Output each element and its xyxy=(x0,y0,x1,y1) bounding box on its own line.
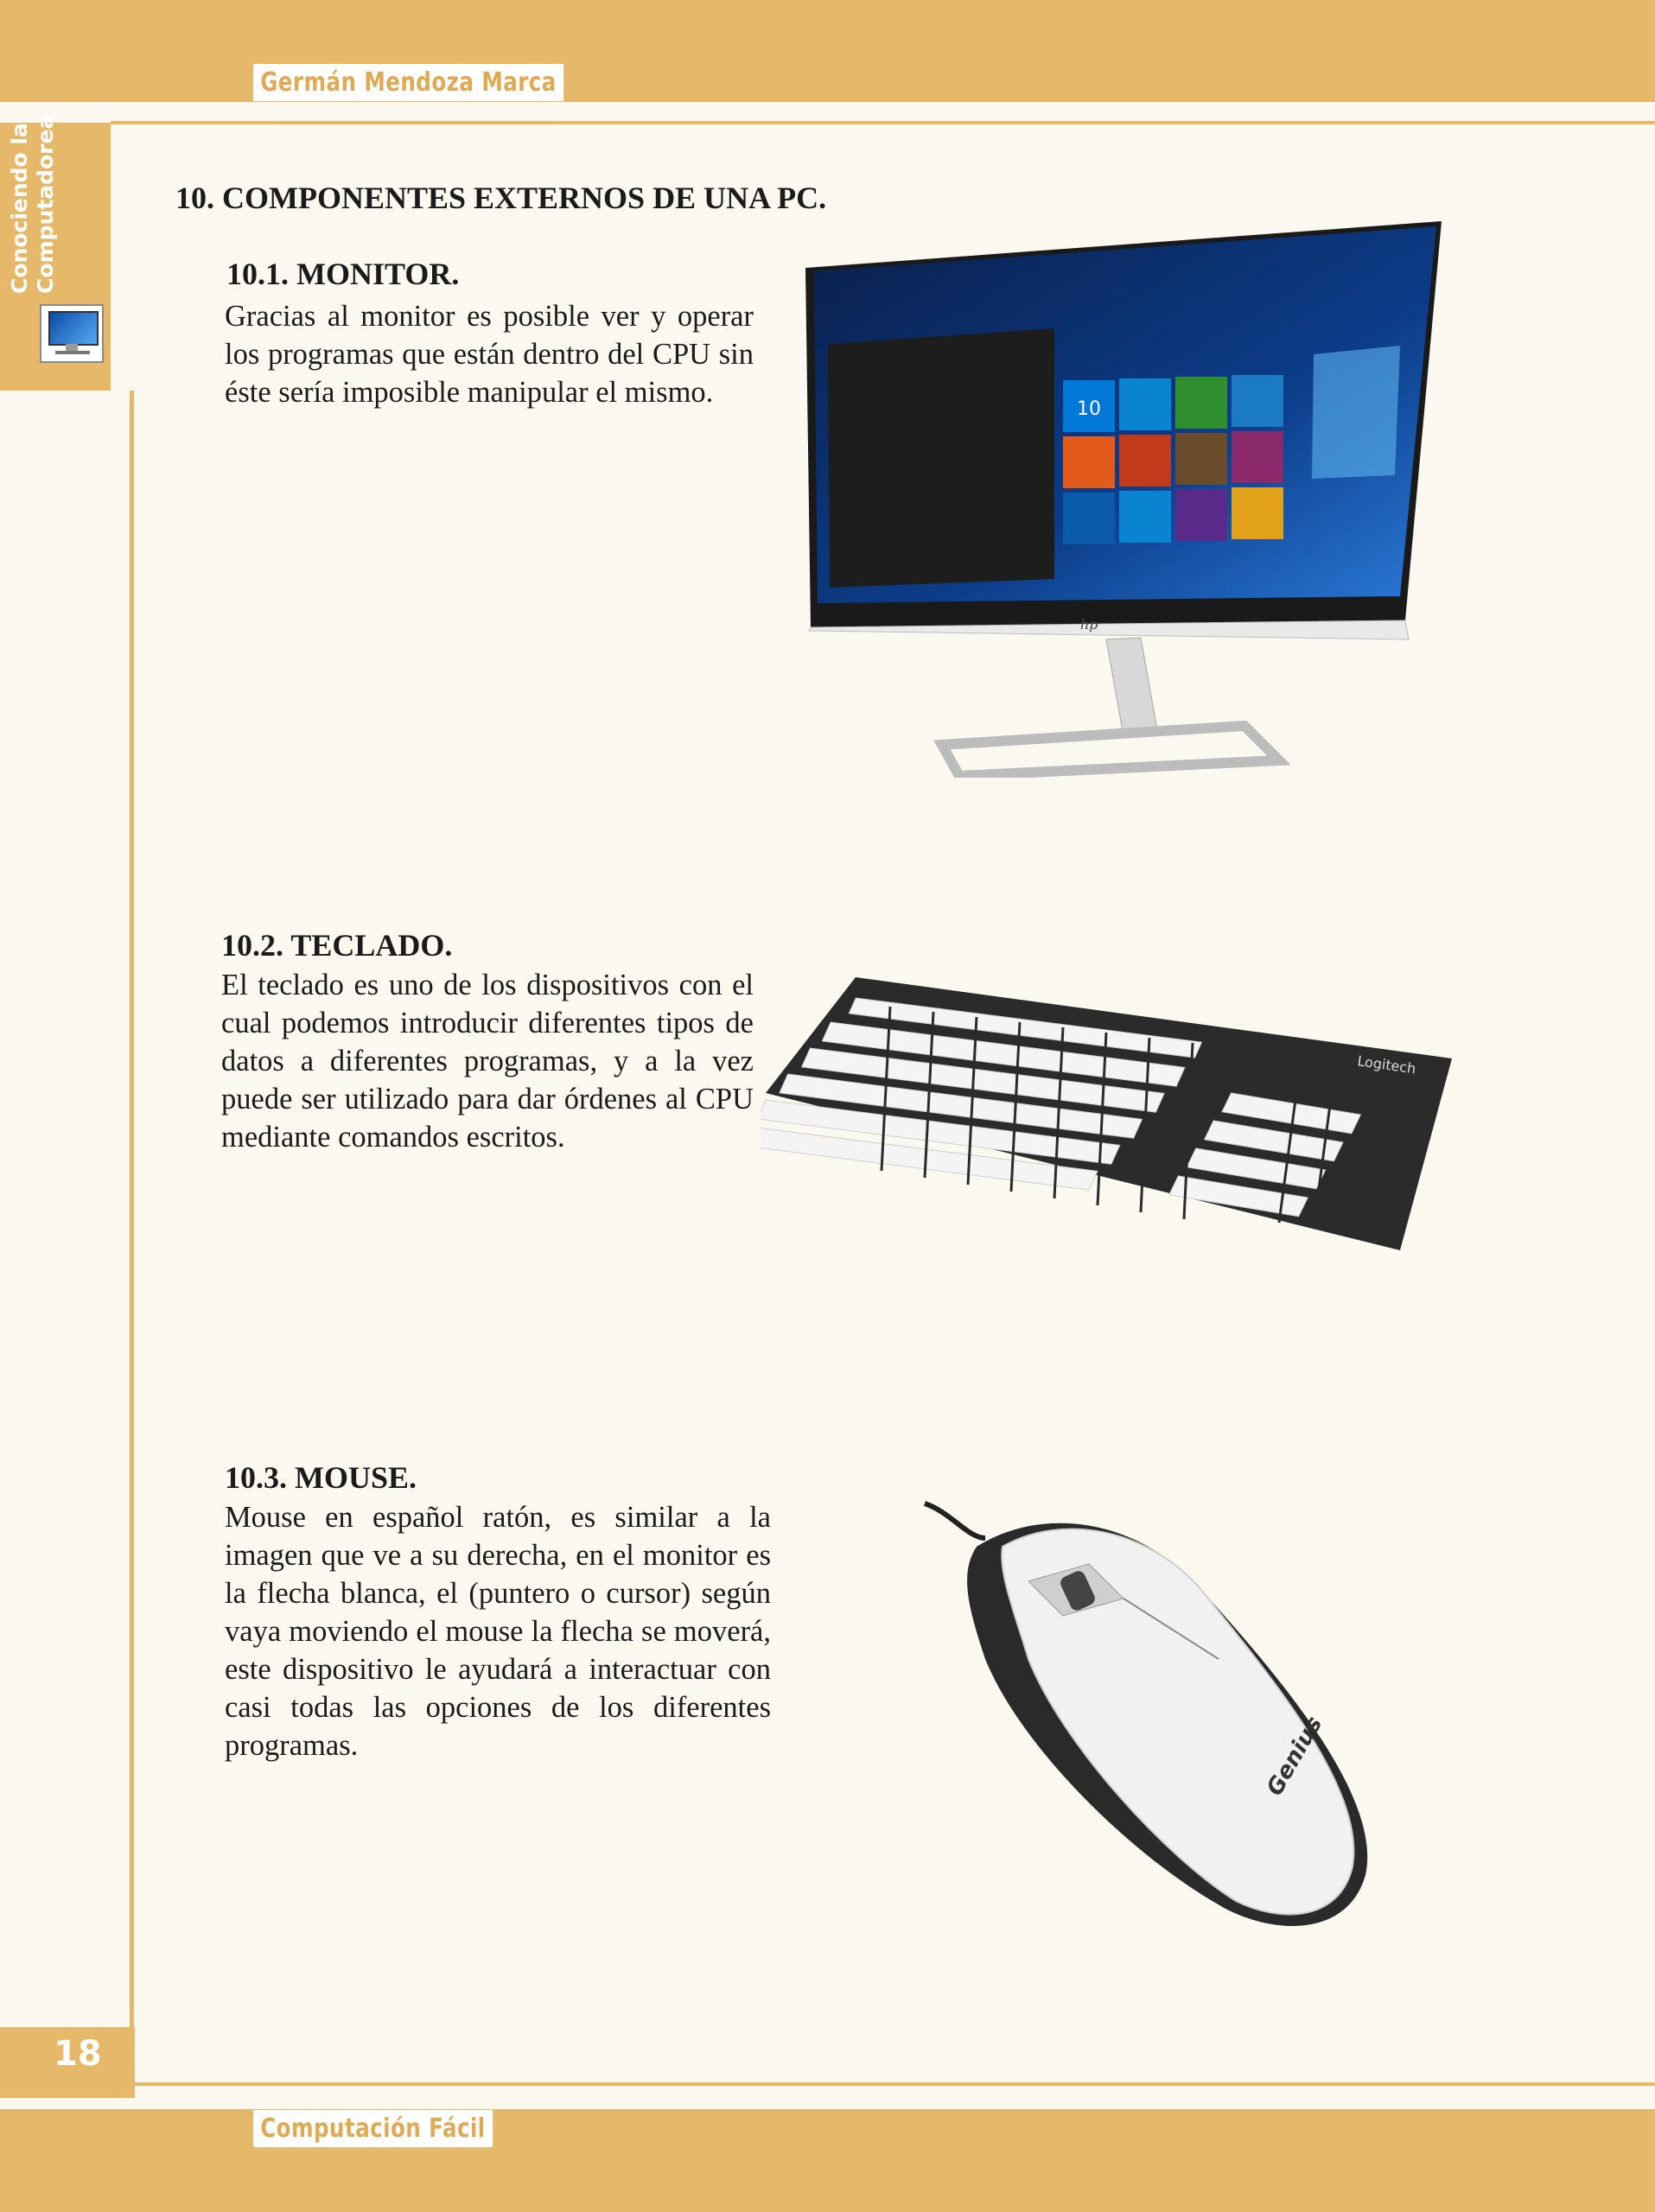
bottom-rule xyxy=(130,2082,1655,2086)
section-text-mouse: Mouse en español ratón, es similar a la imagen que ve a su derecha, en el monitor es la flecha blanca, el (puntero o cursor) según vaya moviendo el mouse la flecha se moverá, este dispositivo le ayudará a interactuar con casi todas las opciones de los diferentes programas. xyxy=(225,1501,771,1762)
section-heading-mouse: 10.3. MOUSE. xyxy=(225,1460,417,1495)
section-heading-monitor: 10.1. MONITOR. xyxy=(226,257,460,291)
section-heading-keyboard: 10.2. TECLADO. xyxy=(221,928,453,963)
left-rule xyxy=(130,391,134,2084)
author-name: Germán Mendoza Marca xyxy=(253,64,563,101)
side-tab-text xyxy=(7,114,59,294)
mouse-brand: Genius xyxy=(1262,1712,1328,1801)
computer-icon xyxy=(40,304,104,363)
side-tab-line-2: Computadorea xyxy=(33,114,58,294)
section-text-keyboard: El teclado es uno de los dispositivos con el cual podemos introducir diferentes tipos de datos a diferentes programas, y a la vez puede ser utilizado para dar órdenes al CPU mediante comandos escritos. xyxy=(221,969,754,1154)
section-text-monitor: Gracias al monitor es posible ver y operar los programas que están dentro del CPU sin éste sería imposible manipular el mismo. xyxy=(225,300,754,409)
page-number: 18 xyxy=(54,2034,102,2074)
keyboard-brand: Logitech xyxy=(1356,1052,1417,1077)
bottom-band xyxy=(0,2109,1655,2212)
top-rule xyxy=(111,121,1655,124)
monitor-brand: hp xyxy=(1080,616,1098,632)
top-band xyxy=(0,0,1655,102)
monitor-image xyxy=(795,216,1452,778)
mouse-image xyxy=(916,1486,1400,1936)
book-title: Computación Fácil xyxy=(253,2110,493,2147)
side-tab-line-1: Conociendo la xyxy=(7,123,32,294)
page-title: 10. COMPONENTES EXTERNOS DE UNA PC. xyxy=(175,181,827,215)
keyboard-image xyxy=(761,972,1469,1257)
monitor-tile-number: 10 xyxy=(1077,398,1101,420)
